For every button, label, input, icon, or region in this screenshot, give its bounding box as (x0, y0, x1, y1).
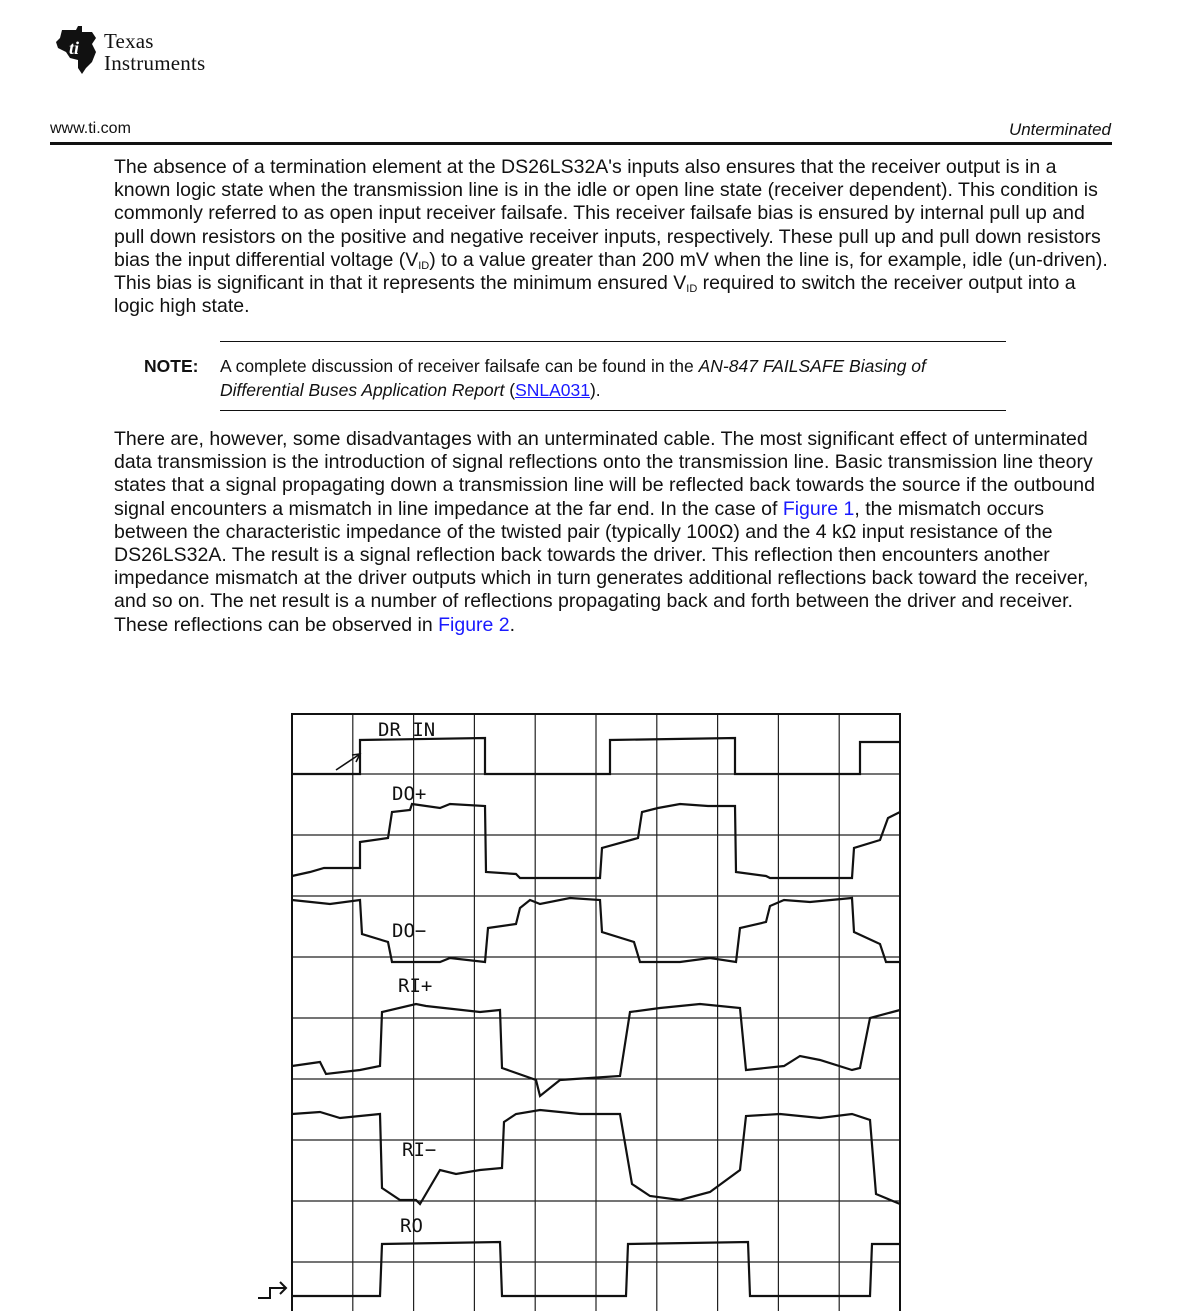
oscilloscope-figure (240, 700, 920, 1311)
site-url[interactable]: www.ti.com (50, 120, 131, 137)
note-label: NOTE: (144, 356, 199, 376)
label-do-plus: DO+ (392, 783, 427, 805)
note-bottom-rule (220, 410, 1006, 411)
snla031-link[interactable]: SNLA031 (515, 379, 590, 400)
label-dr-in: DR IN (378, 719, 436, 741)
label-ro: RO (400, 1215, 423, 1237)
dr-in-trigger-arrow-icon (336, 754, 360, 770)
svg-text:ti: ti (69, 38, 80, 58)
ti-logo-icon (52, 24, 104, 76)
wordmark-line1: Texas (104, 29, 154, 53)
ro-ground-marker-icon (258, 1282, 286, 1298)
section-title: Unterminated (1008, 120, 1111, 139)
label-do-minus: DO− (392, 920, 427, 942)
figure-2-link[interactable]: Figure 2 (438, 613, 510, 636)
note-top-rule (220, 341, 1006, 342)
paragraph-failsafe: The absence of a termination element at the DS26LS32A's inputs also ensures that the receiver output is in a known logic state when the transmission line is in the idle or open line state (receiver dependent). This condition is commonly referred to as open input receiver failsafe. This receiver failsafe bias is ensured by internal pull up and pull down resistors on the positive and negative receiver inputs, respectively. These pull up and pull down resistors bias the input differential voltage $(V_{ID})$ to a value greater than 200 mV when the line is, for example, idle (un-driven). This bias is significant in that it represents the minimum ensured $V_{ID}$ required to switch the receiver output into a logic high state. (114, 156, 1108, 318)
paragraph-reflections: There are, however, some disadvantages with an unterminated cable. The most significant effect of unterminated data transmission is the introduction of signal reflections onto the transmission line. Basic transmission line theory states that a signal propagating down a transmission line will be reflected back towards the source if the outbound signal encounters a mismatch in line impedance at the far end. In the case of Figure 1, the mismatch occurs between the characteristic impedance of the twisted pair (typically 100Ω) and the 4 kΩ input resistance of the DS26LS32A. The result is a signal reflection back towards the driver. This reflection then encounters another impedance mismatch at the driver outputs which in turn generates additional reflections back toward the receiver, and so on. The net result is a number of reflections propagating back and forth between the driver and receiver. These reflections can be observed in Figure 2. (114, 428, 1095, 636)
label-ri-plus: RI+ (398, 975, 433, 997)
company-wordmark (104, 31, 205, 75)
label-ri-minus: RI− (402, 1139, 437, 1161)
note-text: A complete discussion of receiver failsafe can be found in the AN-847 FAILSAFE Biasing of Differential Buses Application Report (SNLA031). (220, 356, 926, 400)
header-divider (50, 142, 1112, 145)
figure-1-link[interactable]: Figure 1 (782, 497, 855, 520)
wordmark-line2: Instruments (104, 51, 206, 75)
